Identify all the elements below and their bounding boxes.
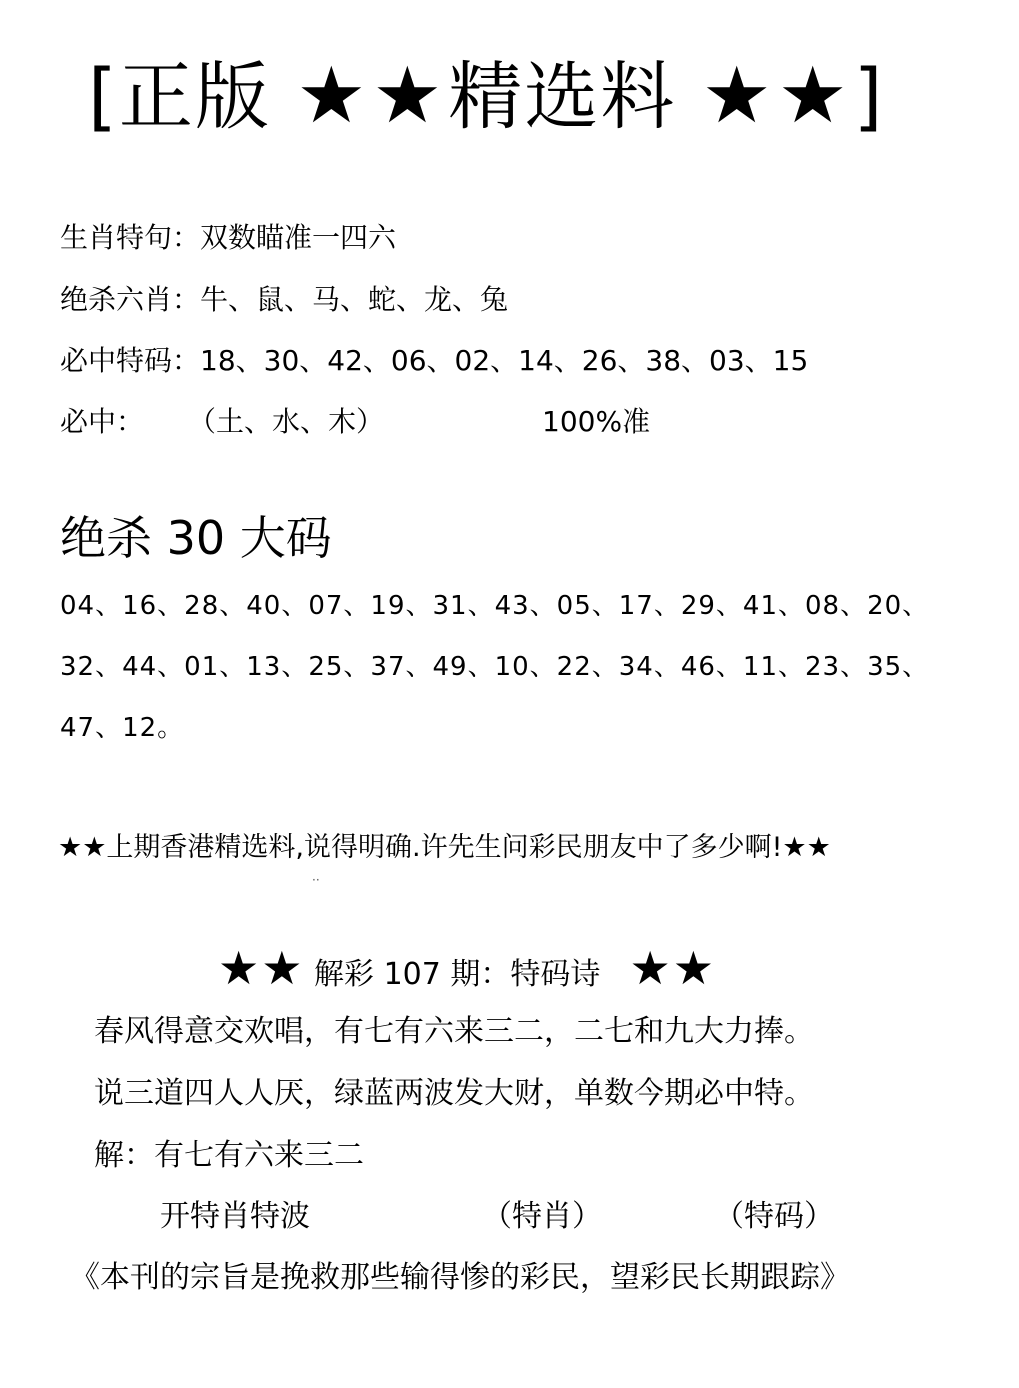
title-text-1: 正版 <box>118 54 271 140</box>
poem-line-4 <box>160 1195 834 1239</box>
must-hit-row <box>60 402 650 442</box>
kill-30-row-2: 32、44、01、13、25、37、49、10、22、34、46、11、23、35、 <box>60 652 930 682</box>
bracket-close: ] <box>853 54 885 140</box>
star-icon: ★★ <box>218 941 305 995</box>
accuracy-text: 100%准 <box>542 405 651 438</box>
must-hit-elements: （土、水、木） <box>188 405 385 438</box>
bracket-open: [ <box>88 54 119 140</box>
footer-mission: 《本刊的宗旨是挽救那些输得惨的彩民，望彩民长期跟踪》 <box>70 1260 850 1295</box>
poem-line-2: 说三道四人人厌，绿蓝两波发大财，单数今期必中特。 <box>94 1076 814 1111</box>
star-icon: ★★ <box>701 51 854 141</box>
notice-text: ★★上期香港精选料,说得明确.许先生问彩民朋友中了多少啊!★★ <box>58 832 831 863</box>
kill-30-row-3: 47、12。 <box>60 713 185 743</box>
poem-heading: 解彩 107 期：特码诗 <box>314 957 601 992</box>
zodiac-phrase: 生肖特句：双数瞄准一四六 <box>60 221 397 254</box>
poem-line-1: 春风得意交欢唱，有七有六来三二，二七和九大力捧。 <box>94 1014 814 1049</box>
poem-explanation: 解：有七有六来三二 <box>94 1138 364 1173</box>
must-hit-codes: 必中特码：18、30、42、06、02、14、26、38、03、15 <box>60 344 809 377</box>
kill-30-title: 绝杀 30 大码 <box>60 511 332 565</box>
decorative-dots: ·· <box>312 873 320 887</box>
must-hit-label: 必中： <box>60 405 145 438</box>
star-icon: ★★ <box>629 941 716 995</box>
star-icon: ★★ <box>296 51 449 141</box>
open-special-label: 开特肖特波 <box>160 1199 310 1234</box>
poem-heading-row <box>218 942 716 1001</box>
title-text-2: 精选料 <box>448 54 677 140</box>
kill-30-row-1: 04、16、28、40、07、19、31、43、05、17、29、41、08、20、 <box>60 591 930 621</box>
special-code-label: （特码） <box>714 1199 834 1234</box>
kill-six-zodiac: 绝杀六肖：牛、鼠、马、蛇、龙、兔 <box>60 283 509 316</box>
page-title <box>88 48 885 145</box>
special-zodiac-label: （特肖） <box>482 1199 602 1234</box>
